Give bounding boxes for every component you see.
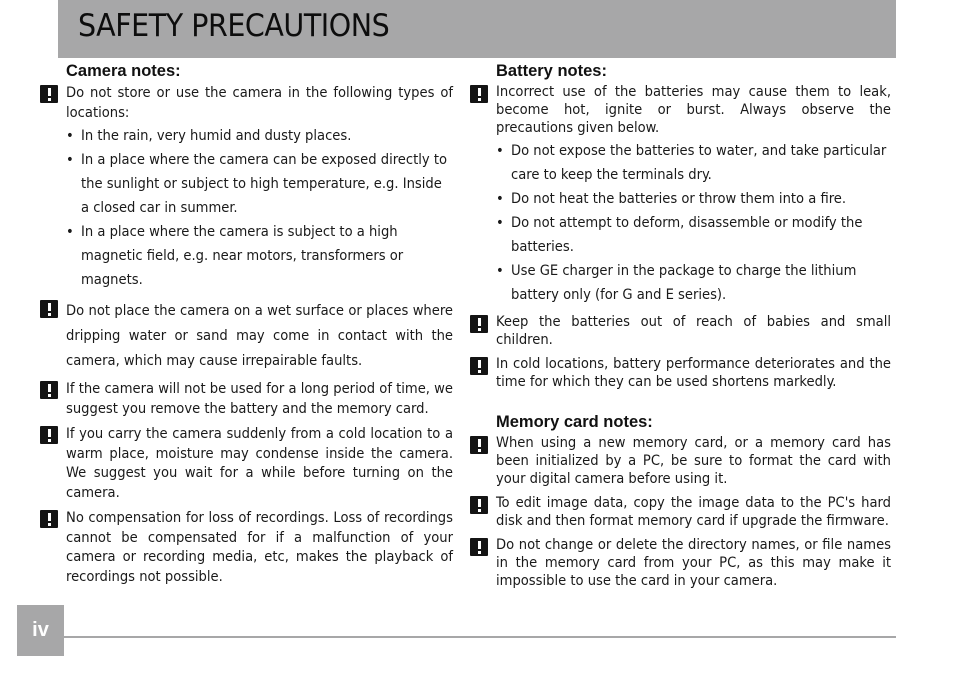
camera-note-2 (38, 298, 453, 373)
camera-note-3 (38, 379, 453, 418)
warning-icon (40, 381, 58, 399)
note-text: Do not place the camera on a wet surface or places where dripping water or sand may come in contact with the camera, which may cause irrepairable faults. (66, 302, 453, 369)
note-text: Incorrect use of the batteries may cause them to leak, become hot, ignite or burst. Always observe the precautions given below. (496, 83, 891, 136)
bullet-list (66, 124, 453, 292)
footer-rule (64, 636, 896, 638)
camera-note-5 (38, 508, 453, 586)
page-title: SAFETY PRECAUTIONS (78, 8, 390, 44)
list-item: • Do not attempt to deform, disassemble or modify the batteries. (496, 211, 891, 259)
title-bar (58, 0, 896, 58)
note-text: Keep the batteries out of reach of babies and small children. (496, 313, 891, 348)
warning-icon (40, 426, 58, 444)
memory-notes-heading: Memory card notes: (496, 413, 653, 431)
list-item: • In a place where the camera is subject to a high magnetic field, e.g. near motors, transformers or magnets. (66, 220, 453, 292)
note-text: If the camera will not be used for a long period of time, we suggest you remove the battery and the memory card. (66, 380, 453, 417)
warning-icon (470, 85, 488, 103)
warning-icon (40, 510, 58, 528)
warning-icon (470, 357, 488, 375)
warning-icon (470, 496, 488, 514)
note-text: If you carry the camera suddenly from a cold location to a warm place, moisture may condense inside the camera. We suggest you wait for a while before turning on the camera. (66, 425, 453, 501)
camera-note-1 (38, 83, 453, 292)
bullet-list (496, 139, 891, 307)
note-text: In cold locations, battery performance deteriorates and the time for which they can be used shortens markedly. (496, 355, 891, 390)
note-text: Do not change or delete the directory names, or file names in the memory card from your PC, as this may make it impossible to use the card in your camera. (496, 536, 891, 589)
note-text: When using a new memory card, or a memory card has been initialized by a PC, be sure to format the card with your digital camera before using it. (496, 434, 891, 487)
memory-note-2 (468, 494, 891, 530)
warning-icon (470, 315, 488, 333)
memory-note-3 (468, 536, 891, 590)
page-number: iv (17, 605, 64, 656)
list-item: • In a place where the camera can be exposed directly to the sunlight or subject to high temperature, e.g. Inside a closed car in summer. (66, 148, 453, 220)
list-item: • In the rain, very humid and dusty places. (66, 124, 453, 148)
battery-note-1 (468, 83, 891, 307)
memory-note-1 (468, 434, 891, 488)
list-item: • Do not expose the batteries to water, and take particular care to keep the terminals dry. (496, 139, 891, 187)
left-column (38, 62, 453, 592)
warning-icon (40, 85, 58, 103)
warning-icon (470, 538, 488, 556)
note-text: No compensation for loss of recordings. Loss of recordings cannot be compensated for if a malfunction of your camera or recording media, etc, makes the playback of recordings not possible. (66, 509, 453, 585)
right-column (468, 62, 891, 596)
note-text: Do not store or use the camera in the following types of locations: (66, 84, 453, 121)
battery-note-3 (468, 355, 891, 391)
list-item: • Do not heat the batteries or throw them into a fire. (496, 187, 891, 211)
list-item: • Use GE charger in the package to charge the lithium battery only (for G and E series). (496, 259, 891, 307)
camera-notes-heading: Camera notes: (66, 62, 181, 80)
battery-note-2 (468, 313, 891, 349)
battery-notes-heading: Battery notes: (496, 62, 607, 80)
note-text: To edit image data, copy the image data to the PC's hard disk and then format memory card if upgrade the firmware. (496, 494, 891, 529)
warning-icon (470, 436, 488, 454)
warning-icon (40, 300, 58, 318)
camera-note-4 (38, 424, 453, 502)
